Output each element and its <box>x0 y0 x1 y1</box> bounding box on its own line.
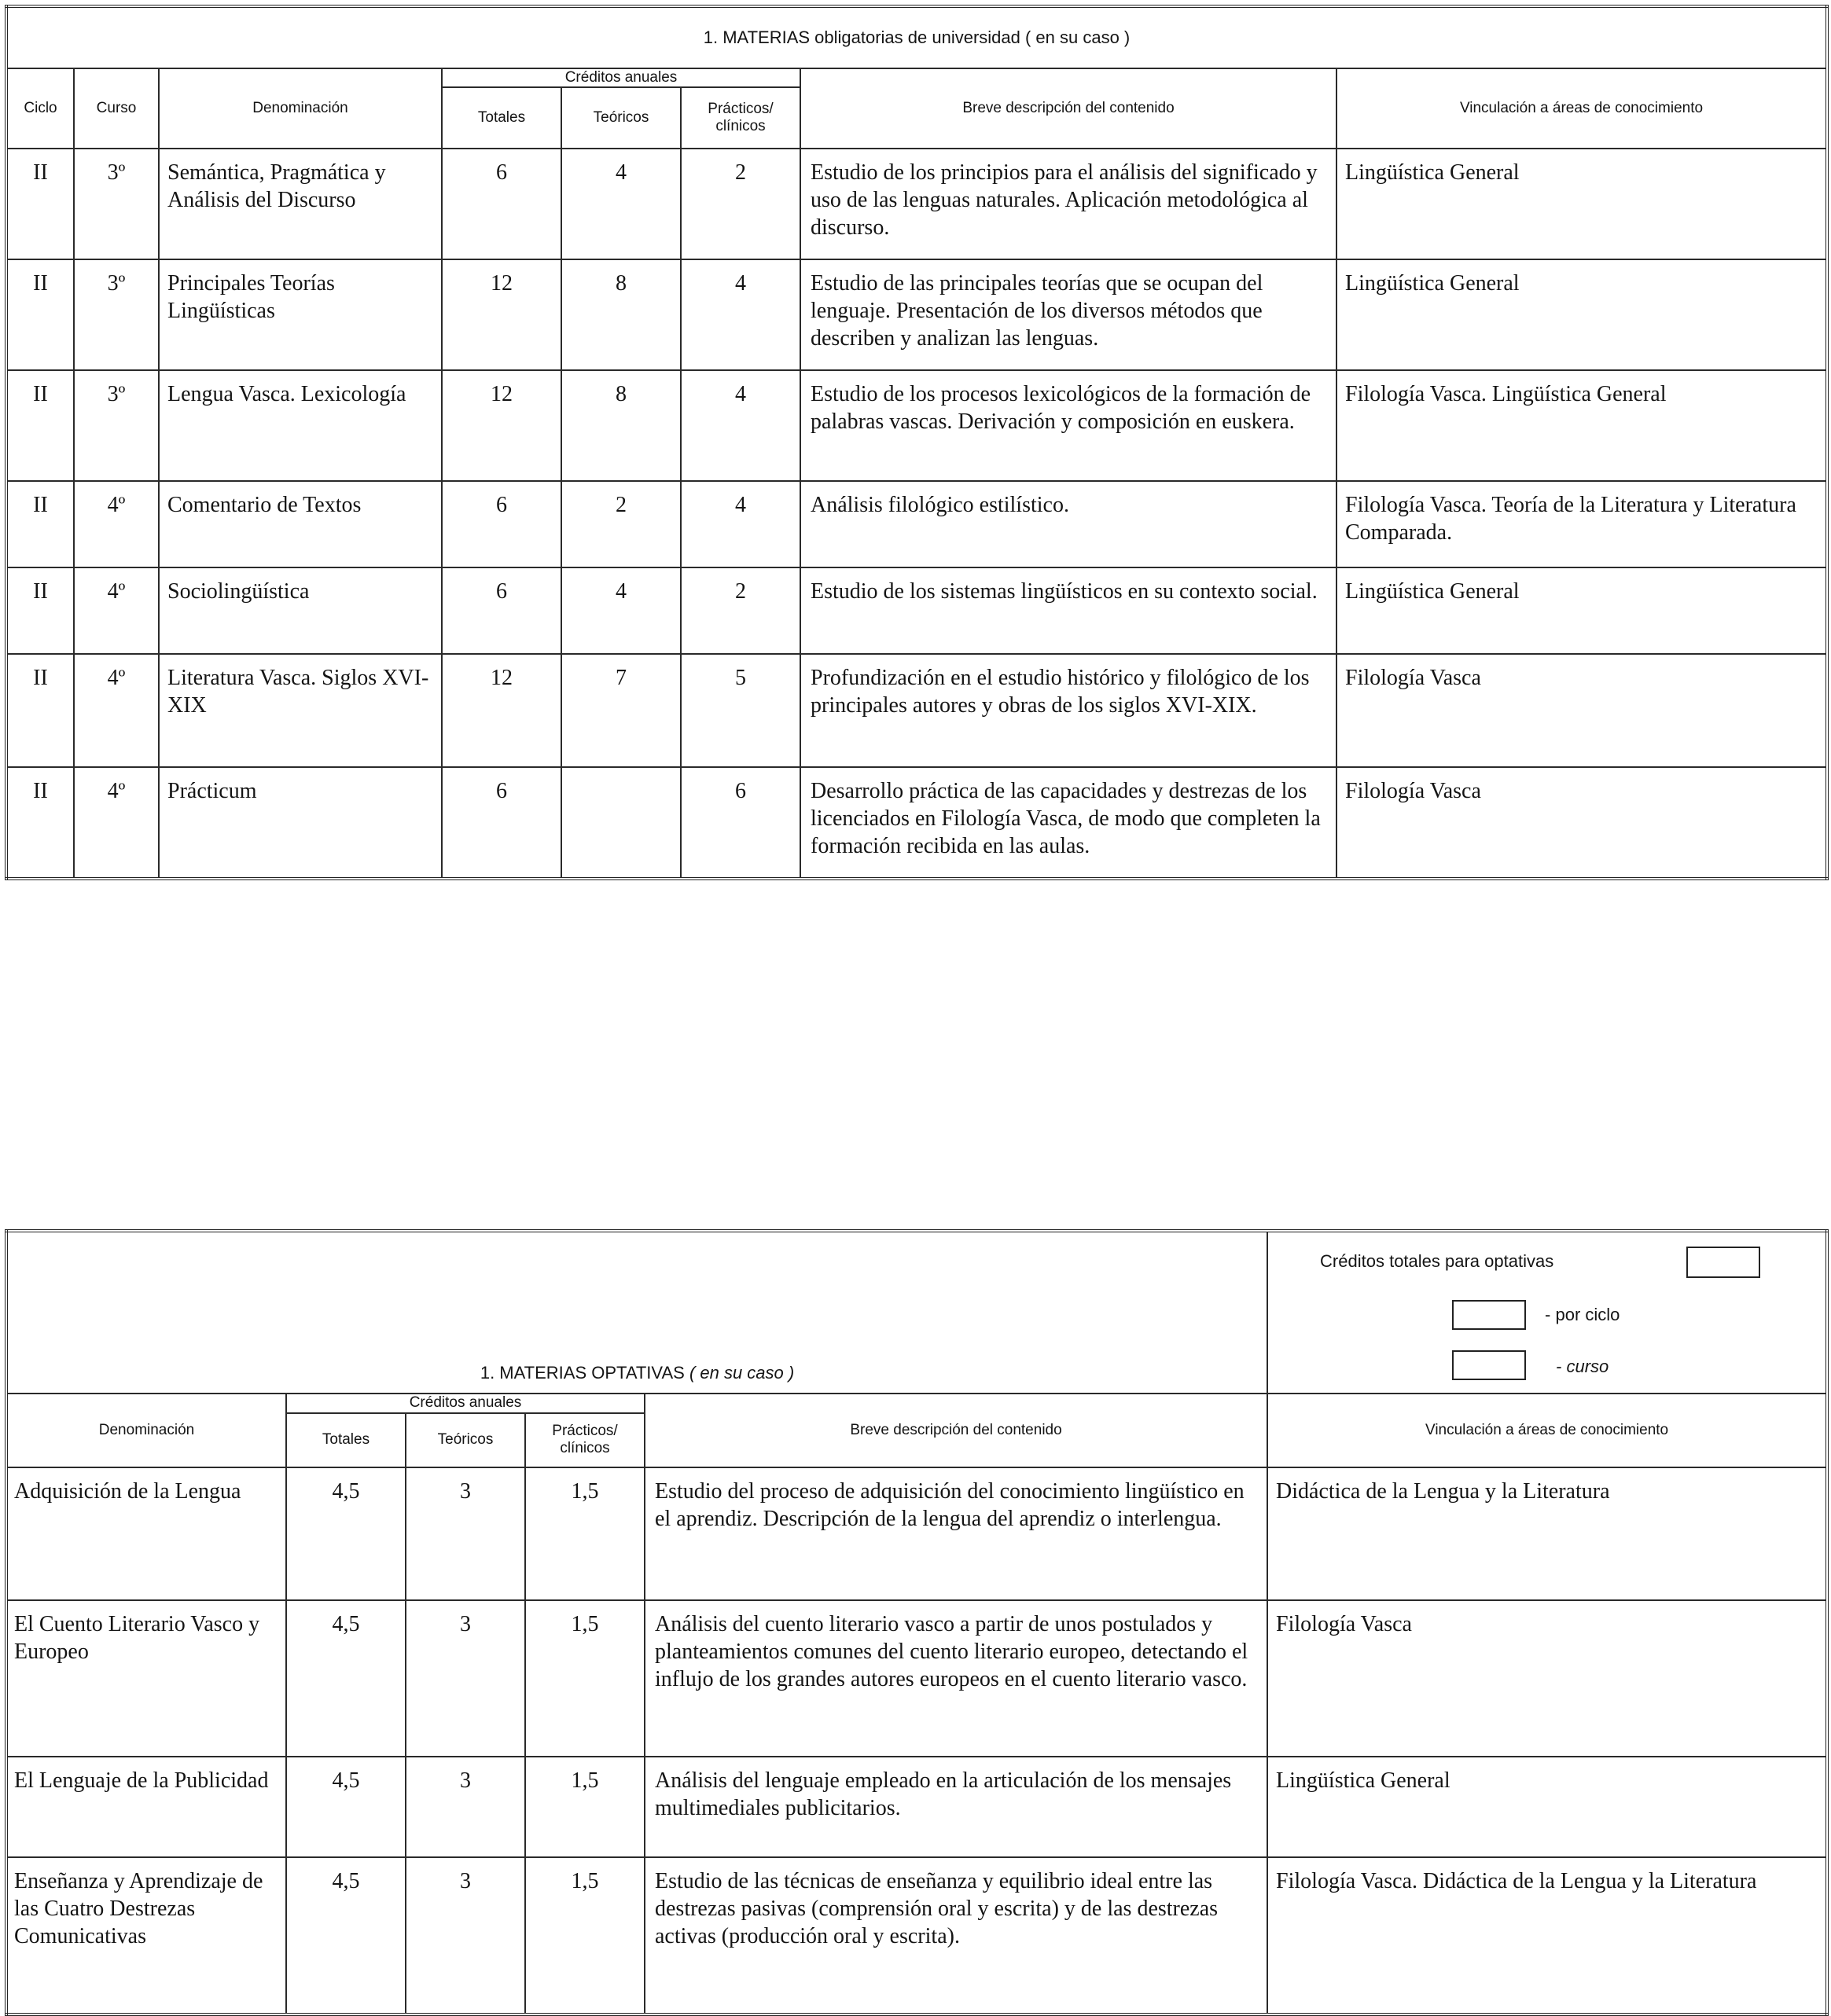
table-row <box>6 149 1827 259</box>
cell-practicos: 1,5 <box>525 1857 645 2014</box>
cell-practicos: 6 <box>681 767 800 879</box>
creditos-totales-label: Créditos totales para optativas <box>1320 1251 1554 1271</box>
cell-curso: 4º <box>74 567 159 654</box>
cell-practicos: 2 <box>681 567 800 654</box>
header-practicos: Prácticos/ clínicos <box>525 1413 645 1467</box>
header-teoricos: Teóricos <box>406 1413 525 1467</box>
cell-totales: 12 <box>442 259 561 370</box>
cell-descripcion: Estudio del proceso de adquisición del conocimiento lingüístico en el aprendiz. Descripción de la lengua del aprendiz o interlengua. <box>645 1467 1267 1600</box>
table-row <box>6 1600 1827 1757</box>
cell-teoricos: 8 <box>561 259 681 370</box>
cell-curso: 4º <box>74 654 159 767</box>
cell-descripcion: Profundización en el estudio histórico y filológico de los principales autores y obras de los siglos XVI-XIX. <box>800 654 1336 767</box>
cell-vinculacion: Filología Vasca. Didáctica de la Lengua y la Literatura <box>1267 1857 1827 2014</box>
cell-vinculacion: Lingüística General <box>1336 259 1827 370</box>
cell-descripcion: Análisis del lenguaje empleado en la articulación de los mensajes multimediales publicitarios. <box>645 1757 1267 1857</box>
cell-denominacion: Prácticum <box>159 767 442 879</box>
cell-teoricos <box>561 767 681 879</box>
curso-box[interactable] <box>1452 1350 1526 1380</box>
cell-denominacion: El Lenguaje de la Publicidad <box>6 1757 286 1857</box>
cell-ciclo: II <box>6 259 74 370</box>
header-descripcion: Breve descripción del contenido <box>800 68 1336 149</box>
table-row <box>6 1857 1827 2014</box>
cell-curso: 3º <box>74 149 159 259</box>
cell-curso: 3º <box>74 259 159 370</box>
header-denominacion: Denominación <box>159 68 442 149</box>
header-practicos: Prácticos/ clínicos <box>681 87 800 149</box>
table-row <box>6 767 1827 879</box>
cell-practicos: 1,5 <box>525 1757 645 1857</box>
cell-descripcion: Estudio de las técnicas de enseñanza y equilibrio ideal entre las destrezas pasivas (comprensión oral y escrita) y de las destrezas activas (producción oral y escrita). <box>645 1857 1267 2014</box>
cell-denominacion: Lengua Vasca. Lexicología <box>159 370 442 481</box>
por-ciclo-box[interactable] <box>1452 1300 1526 1330</box>
optativas-title-suffix: ( en su caso ) <box>689 1363 795 1383</box>
cell-teoricos: 2 <box>561 481 681 567</box>
optativas-title-main: 1. MATERIAS OPTATIVAS <box>480 1363 685 1383</box>
table-title: 1. MATERIAS obligatorias de universidad ( en su caso ) <box>6 6 1827 68</box>
cell-teoricos: 3 <box>406 1757 525 1857</box>
cell-ciclo: II <box>6 567 74 654</box>
cell-teoricos: 7 <box>561 654 681 767</box>
cell-curso: 4º <box>74 767 159 879</box>
cell-descripcion: Análisis del cuento literario vasco a partir de unos postulados y planteamientos comunes del cuento literario europeo, detectando el influjo de los grandes autores europeos en el cuento literario vasco. <box>645 1600 1267 1757</box>
table-row <box>6 1757 1827 1857</box>
cell-vinculacion: Filología Vasca <box>1267 1600 1827 1757</box>
table-row <box>6 481 1827 567</box>
cell-descripcion: Estudio de los sistemas lingüísticos en su contexto social. <box>800 567 1336 654</box>
cell-descripcion: Estudio de los principios para el análisis del significado y uso de las lenguas naturales. Aplicación metodológica al discurso. <box>800 149 1336 259</box>
cell-totales: 6 <box>442 767 561 879</box>
cell-teoricos: 4 <box>561 149 681 259</box>
cell-vinculacion: Filología Vasca <box>1336 767 1827 879</box>
cell-denominacion: Enseñanza y Aprendizaje de las Cuatro Destrezas Comunicativas <box>6 1857 286 2014</box>
cell-vinculacion: Filología Vasca <box>1336 654 1827 767</box>
cell-denominacion: Sociolingüística <box>159 567 442 654</box>
cell-practicos: 1,5 <box>525 1467 645 1600</box>
header-teoricos: Teóricos <box>561 87 681 149</box>
cell-totales: 6 <box>442 567 561 654</box>
cell-ciclo: II <box>6 767 74 879</box>
header-curso: Curso <box>74 68 159 149</box>
cell-ciclo: II <box>6 654 74 767</box>
table-row <box>6 567 1827 654</box>
cell-practicos: 5 <box>681 654 800 767</box>
cell-ciclo: II <box>6 481 74 567</box>
cell-totales: 6 <box>442 481 561 567</box>
header-ciclo: Ciclo <box>6 68 74 149</box>
cell-totales: 4,5 <box>286 1467 406 1600</box>
header-creditos-anuales: Créditos anuales <box>286 1394 645 1413</box>
creditos-totales-box[interactable] <box>1686 1247 1760 1278</box>
header-descripcion: Breve descripción del contenido <box>645 1394 1267 1467</box>
cell-ciclo: II <box>6 149 74 259</box>
cell-vinculacion: Lingüística General <box>1267 1757 1827 1857</box>
curso-label: - curso <box>1556 1357 1609 1376</box>
cell-ciclo: II <box>6 370 74 481</box>
cell-denominacion: Comentario de Textos <box>159 481 442 567</box>
cell-descripcion: Estudio de los procesos lexicológicos de la formación de palabras vascas. Derivación y composición en euskera. <box>800 370 1336 481</box>
cell-teoricos: 3 <box>406 1857 525 2014</box>
table-row <box>6 654 1827 767</box>
header-denominacion: Denominación <box>6 1394 286 1467</box>
header-totales: Totales <box>442 87 561 149</box>
cell-descripcion: Estudio de las principales teorías que se ocupan del lenguaje. Presentación de los diversos métodos que describen y analizan las lenguas. <box>800 259 1336 370</box>
cell-denominacion: Principales Teorías Lingüísticas <box>159 259 442 370</box>
header-vinculacion: Vinculación a áreas de conocimiento <box>1267 1394 1827 1467</box>
cell-descripcion: Análisis filológico estilístico. <box>800 481 1336 567</box>
table-row <box>6 259 1827 370</box>
cell-descripcion: Desarrollo práctica de las capacidades y destrezas de los licenciados en Filología Vasca, de modo que completen la formación recibida en las aulas. <box>800 767 1336 879</box>
cell-totales: 4,5 <box>286 1857 406 2014</box>
cell-totales: 4,5 <box>286 1600 406 1757</box>
cell-totales: 12 <box>442 654 561 767</box>
cell-vinculacion: Didáctica de la Lengua y la Literatura <box>1267 1467 1827 1600</box>
optativas-title <box>6 1231 1267 1394</box>
cell-practicos: 4 <box>681 370 800 481</box>
cell-vinculacion: Filología Vasca. Lingüística General <box>1336 370 1827 481</box>
table-row <box>6 1467 1827 1600</box>
cell-denominacion: Literatura Vasca. Siglos XVI-XIX <box>159 654 442 767</box>
optativas-table <box>5 1229 1829 2016</box>
cell-vinculacion: Filología Vasca. Teoría de la Literatura y Literatura Comparada. <box>1336 481 1827 567</box>
table-row <box>6 370 1827 481</box>
cell-totales: 12 <box>442 370 561 481</box>
cell-vinculacion: Lingüística General <box>1336 149 1827 259</box>
cell-teoricos: 3 <box>406 1600 525 1757</box>
cell-practicos: 4 <box>681 259 800 370</box>
cell-totales: 6 <box>442 149 561 259</box>
cell-totales: 4,5 <box>286 1757 406 1857</box>
cell-teoricos: 8 <box>561 370 681 481</box>
obligatorias-table <box>5 5 1829 880</box>
cell-practicos: 2 <box>681 149 800 259</box>
header-creditos-anuales: Créditos anuales <box>442 68 800 87</box>
header-vinculacion: Vinculación a áreas de conocimiento <box>1336 68 1827 149</box>
cell-denominacion: El Cuento Literario Vasco y Europeo <box>6 1600 286 1757</box>
cell-practicos: 1,5 <box>525 1600 645 1757</box>
por-ciclo-label: - por ciclo <box>1545 1305 1620 1324</box>
cell-denominacion: Semántica, Pragmática y Análisis del Discurso <box>159 149 442 259</box>
header-totales: Totales <box>286 1413 406 1467</box>
cell-curso: 3º <box>74 370 159 481</box>
cell-teoricos: 4 <box>561 567 681 654</box>
cell-vinculacion: Lingüística General <box>1336 567 1827 654</box>
cell-teoricos: 3 <box>406 1467 525 1600</box>
cell-denominacion: Adquisición de la Lengua <box>6 1467 286 1600</box>
cell-practicos: 4 <box>681 481 800 567</box>
creditos-totales-panel <box>1267 1231 1827 1394</box>
cell-curso: 4º <box>74 481 159 567</box>
